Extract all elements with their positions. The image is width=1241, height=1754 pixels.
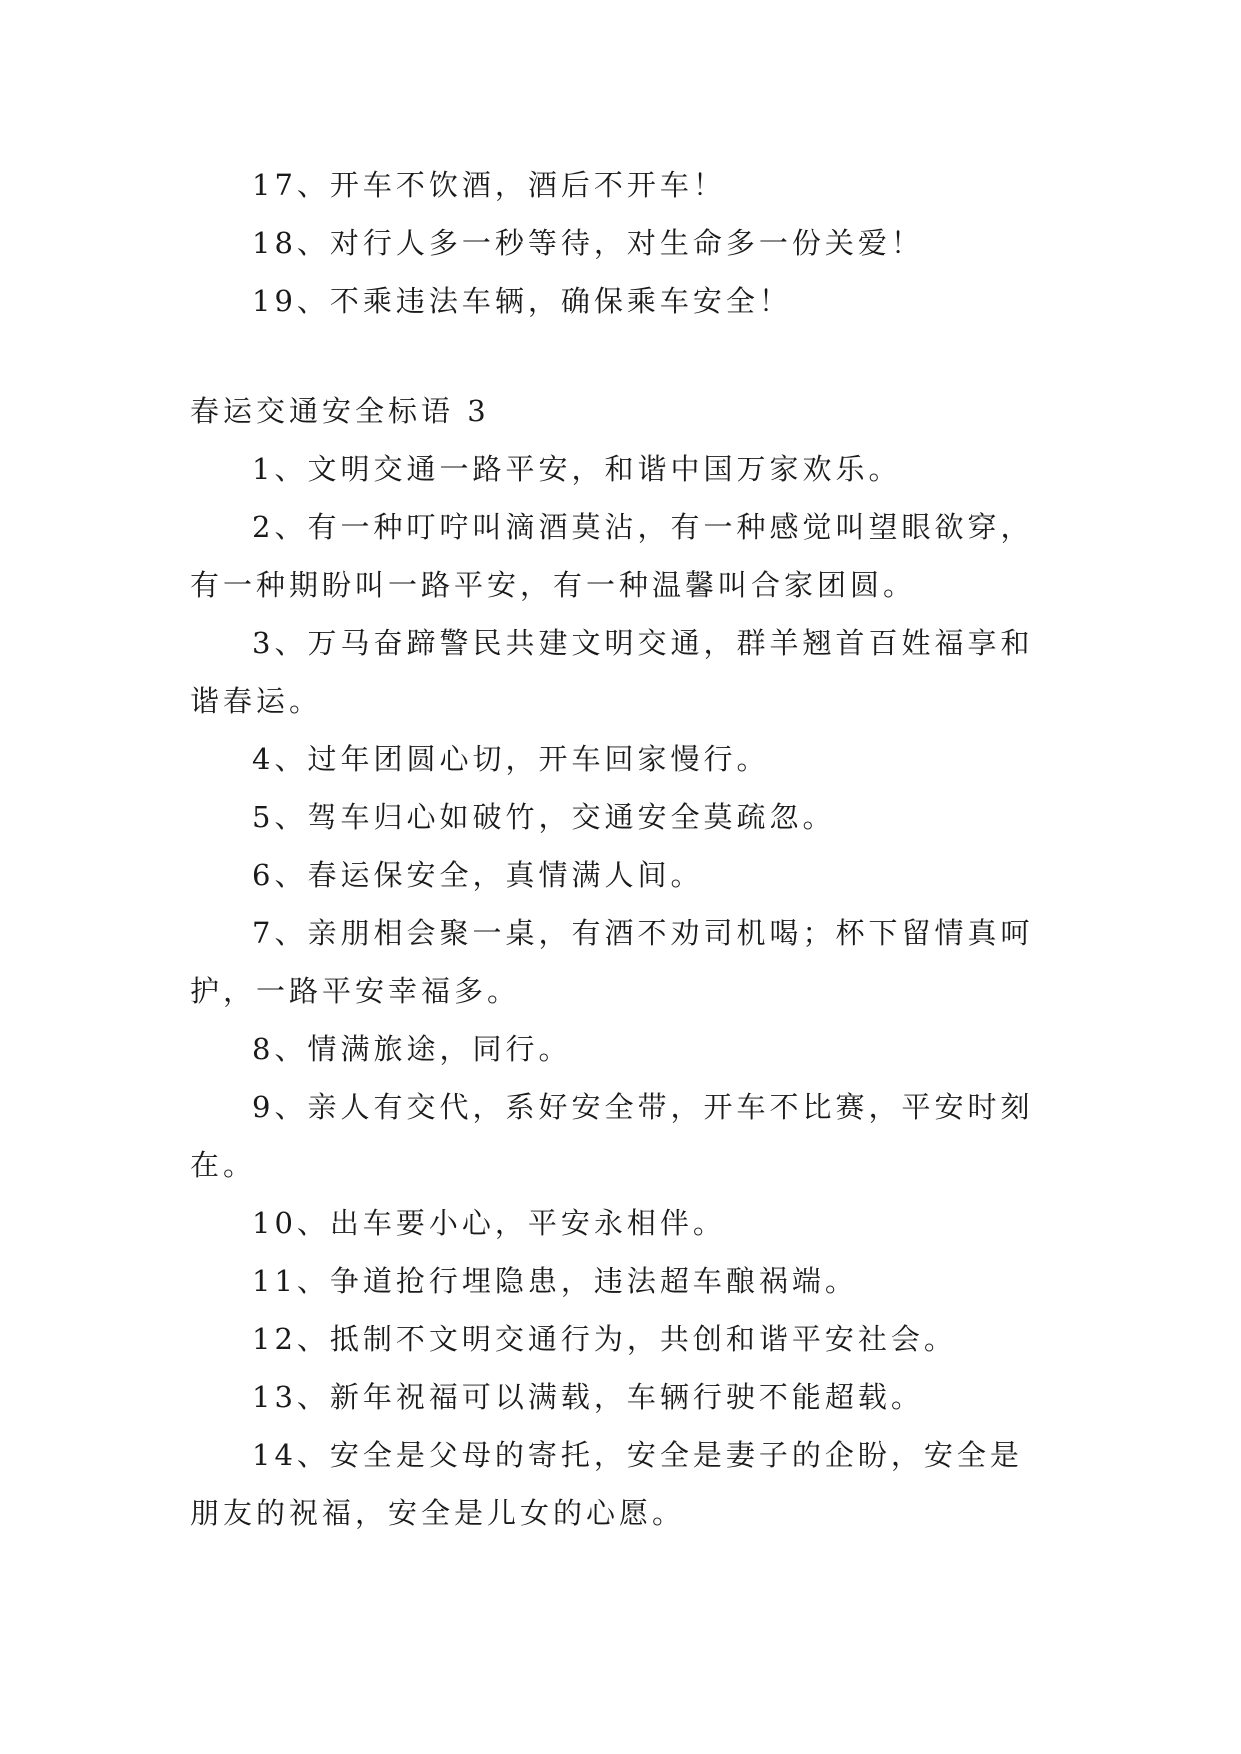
- slogan-item-1: 1、文明交通一路平安，和谐中国万家欢乐。: [252, 452, 902, 486]
- slogan-item-5: 5、驾车归心如破竹，交通安全莫疏忽。: [252, 800, 836, 834]
- slogan-item-6: 6、春运保安全，真情满人间。: [252, 858, 704, 892]
- slogan-item-10: 10、出车要小心，平安永相伴。: [252, 1206, 726, 1240]
- slogan-item-19: 19、不乘违法车辆，确保乘车安全！: [252, 284, 792, 318]
- slogan-item-11: 11、争道抢行埋隐患，违法超车酿祸端。: [252, 1264, 858, 1298]
- slogan-item-14: 14、安全是父母的寄托，安全是妻子的企盼，安全是朋友的祝福，安全是儿女的心愿。: [190, 1438, 1023, 1530]
- slogan-item-7: 7、亲朋相会聚一桌，有酒不劝司机喝；杯下留情真呵护，一路平安幸福多。: [190, 916, 1034, 1008]
- section-heading: 春运交通安全标语 3: [190, 394, 490, 428]
- slogan-item-17: 17、开车不饮酒，酒后不开车！: [252, 168, 726, 202]
- slogan-item-9: 9、亲人有交代，系好安全带，开车不比赛，平安时刻在。: [190, 1090, 1034, 1182]
- slogan-item-13: 13、新年祝福可以满载，车辆行驶不能超载。: [252, 1380, 924, 1414]
- slogan-item-12: 12、抵制不文明交通行为，共创和谐平安社会。: [252, 1322, 957, 1356]
- section-spacer: [190, 330, 1050, 382]
- document-body: [190, 156, 1050, 1542]
- slogan-item-2: 2、有一种叮咛叫滴酒莫沾，有一种感觉叫望眼欲穿，有一种期盼叫一路平安，有一种温馨叫合家团圆。: [190, 510, 1034, 602]
- slogan-item-18: 18、对行人多一秒等待，对生命多一份关爱！: [252, 226, 924, 260]
- slogan-item-3: 3、万马奋蹄警民共建文明交通，群羊翘首百姓福享和谐春运。: [190, 626, 1034, 718]
- slogan-item-4: 4、过年团圆心切，开车回家慢行。: [252, 742, 770, 776]
- slogan-item-8: 8、情满旅途，同行。: [252, 1032, 572, 1066]
